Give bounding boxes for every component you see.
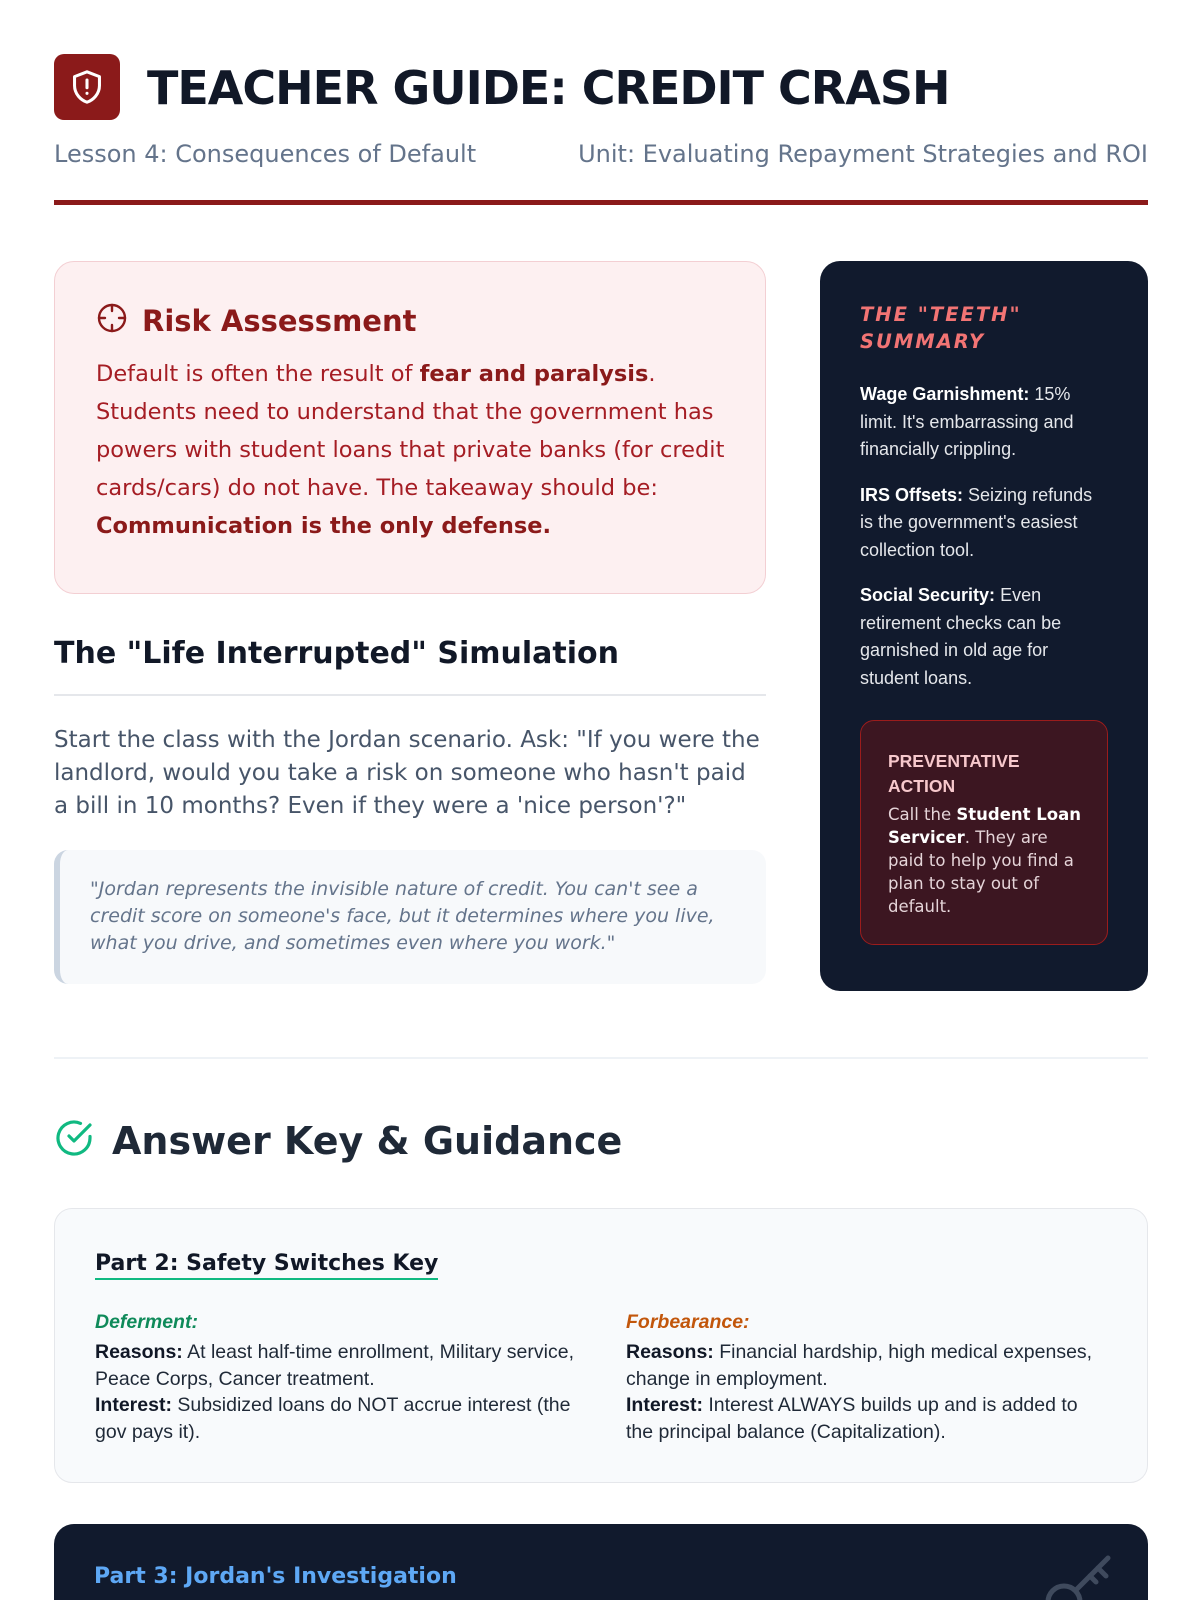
forbearance-details: Reasons: Financial hardship, high medical expenses, change in employment. Interest: Interest ALWAYS builds up and is added to the principal balance (Capitalization). xyxy=(626,1341,1093,1443)
crosshair-icon xyxy=(96,302,128,339)
preventative-action-text: Call the Student Loan Servicer. They are paid to help you find a plan to stay out of default. xyxy=(888,805,1082,916)
answer-key-header xyxy=(54,1118,622,1163)
teeth-summary-sidebar xyxy=(820,261,1148,991)
simulation-title: The "Life Interrupted" Simulation xyxy=(54,636,619,671)
lesson-label: Lesson 4: Consequences of Default xyxy=(54,140,477,168)
teacher-guide-page xyxy=(54,0,1148,1600)
unit-label: Unit: Evaluating Repayment Strategies and ROI xyxy=(578,140,1148,168)
summary-item-irs-offsets: IRS Offsets: Seizing refunds is the government's easiest collection tool. xyxy=(860,484,1093,560)
risk-assessment-title: Risk Assessment xyxy=(142,303,417,338)
deferment-title: Deferment: xyxy=(95,1311,198,1333)
deferment-column xyxy=(95,1307,579,1445)
forbearance-title: Forbearance: xyxy=(626,1311,750,1333)
part2-title: Part 2: Safety Switches Key xyxy=(95,1251,438,1280)
header-divider xyxy=(54,200,1148,205)
risk-assessment-text: Default is often the result of fear and paralysis. Students need to understand that the government has powers with student loans that private banks (for credit cards/cars) do not have. The takeaway should be: Communication is the only defense. xyxy=(96,361,725,539)
preventative-action-box xyxy=(860,720,1108,945)
simulation-text: Start the class with the Jordan scenario. Ask: "If you were the landlord, would you take a risk on someone who hasn't paid a bill in 10 months? Even if they were a 'nice person'?" xyxy=(54,727,760,819)
answer-key-title: Answer Key & Guidance xyxy=(112,1118,623,1163)
teeth-summary-title: THE "TEETH" SUMMARY xyxy=(860,303,1022,353)
risk-assessment-header xyxy=(96,302,725,339)
jordan-quote: "Jordan represents the invisible nature of credit. You can't see a credit score on someone's face, but it determines where you live, what you drive, and sometimes even where you work." xyxy=(54,850,766,984)
risk-assessment-card xyxy=(54,261,766,594)
summary-item-wage-garnishment: Wage Garnishment: 15% limit. It's embarrassing and financially crippling. xyxy=(860,384,1074,459)
check-circle-icon xyxy=(54,1118,94,1163)
key-icon xyxy=(1040,1546,1120,1600)
summary-item-social-security: Social Security: Even retirement checks can be garnished in old age for student loans. xyxy=(860,585,1062,688)
section-divider xyxy=(54,1057,1148,1059)
shield-alert-icon xyxy=(54,54,120,120)
simulation-divider xyxy=(54,694,766,696)
forbearance-column xyxy=(626,1307,1110,1445)
part2-safety-switches-card xyxy=(54,1208,1148,1483)
preventative-action-title: PREVENTATIVE ACTION xyxy=(888,751,1020,796)
part3-title: Part 3: Jordan's Investigation xyxy=(94,1564,457,1589)
deferment-details: Reasons: At least half-time enrollment, Military service, Peace Corps, Cancer treatment. Interest: Subsidized loans do NOT accrue interest (the gov pays it). xyxy=(95,1341,574,1443)
part3-investigation-card xyxy=(54,1524,1148,1600)
page-title: TEACHER GUIDE: CREDIT CRASH xyxy=(147,61,950,115)
